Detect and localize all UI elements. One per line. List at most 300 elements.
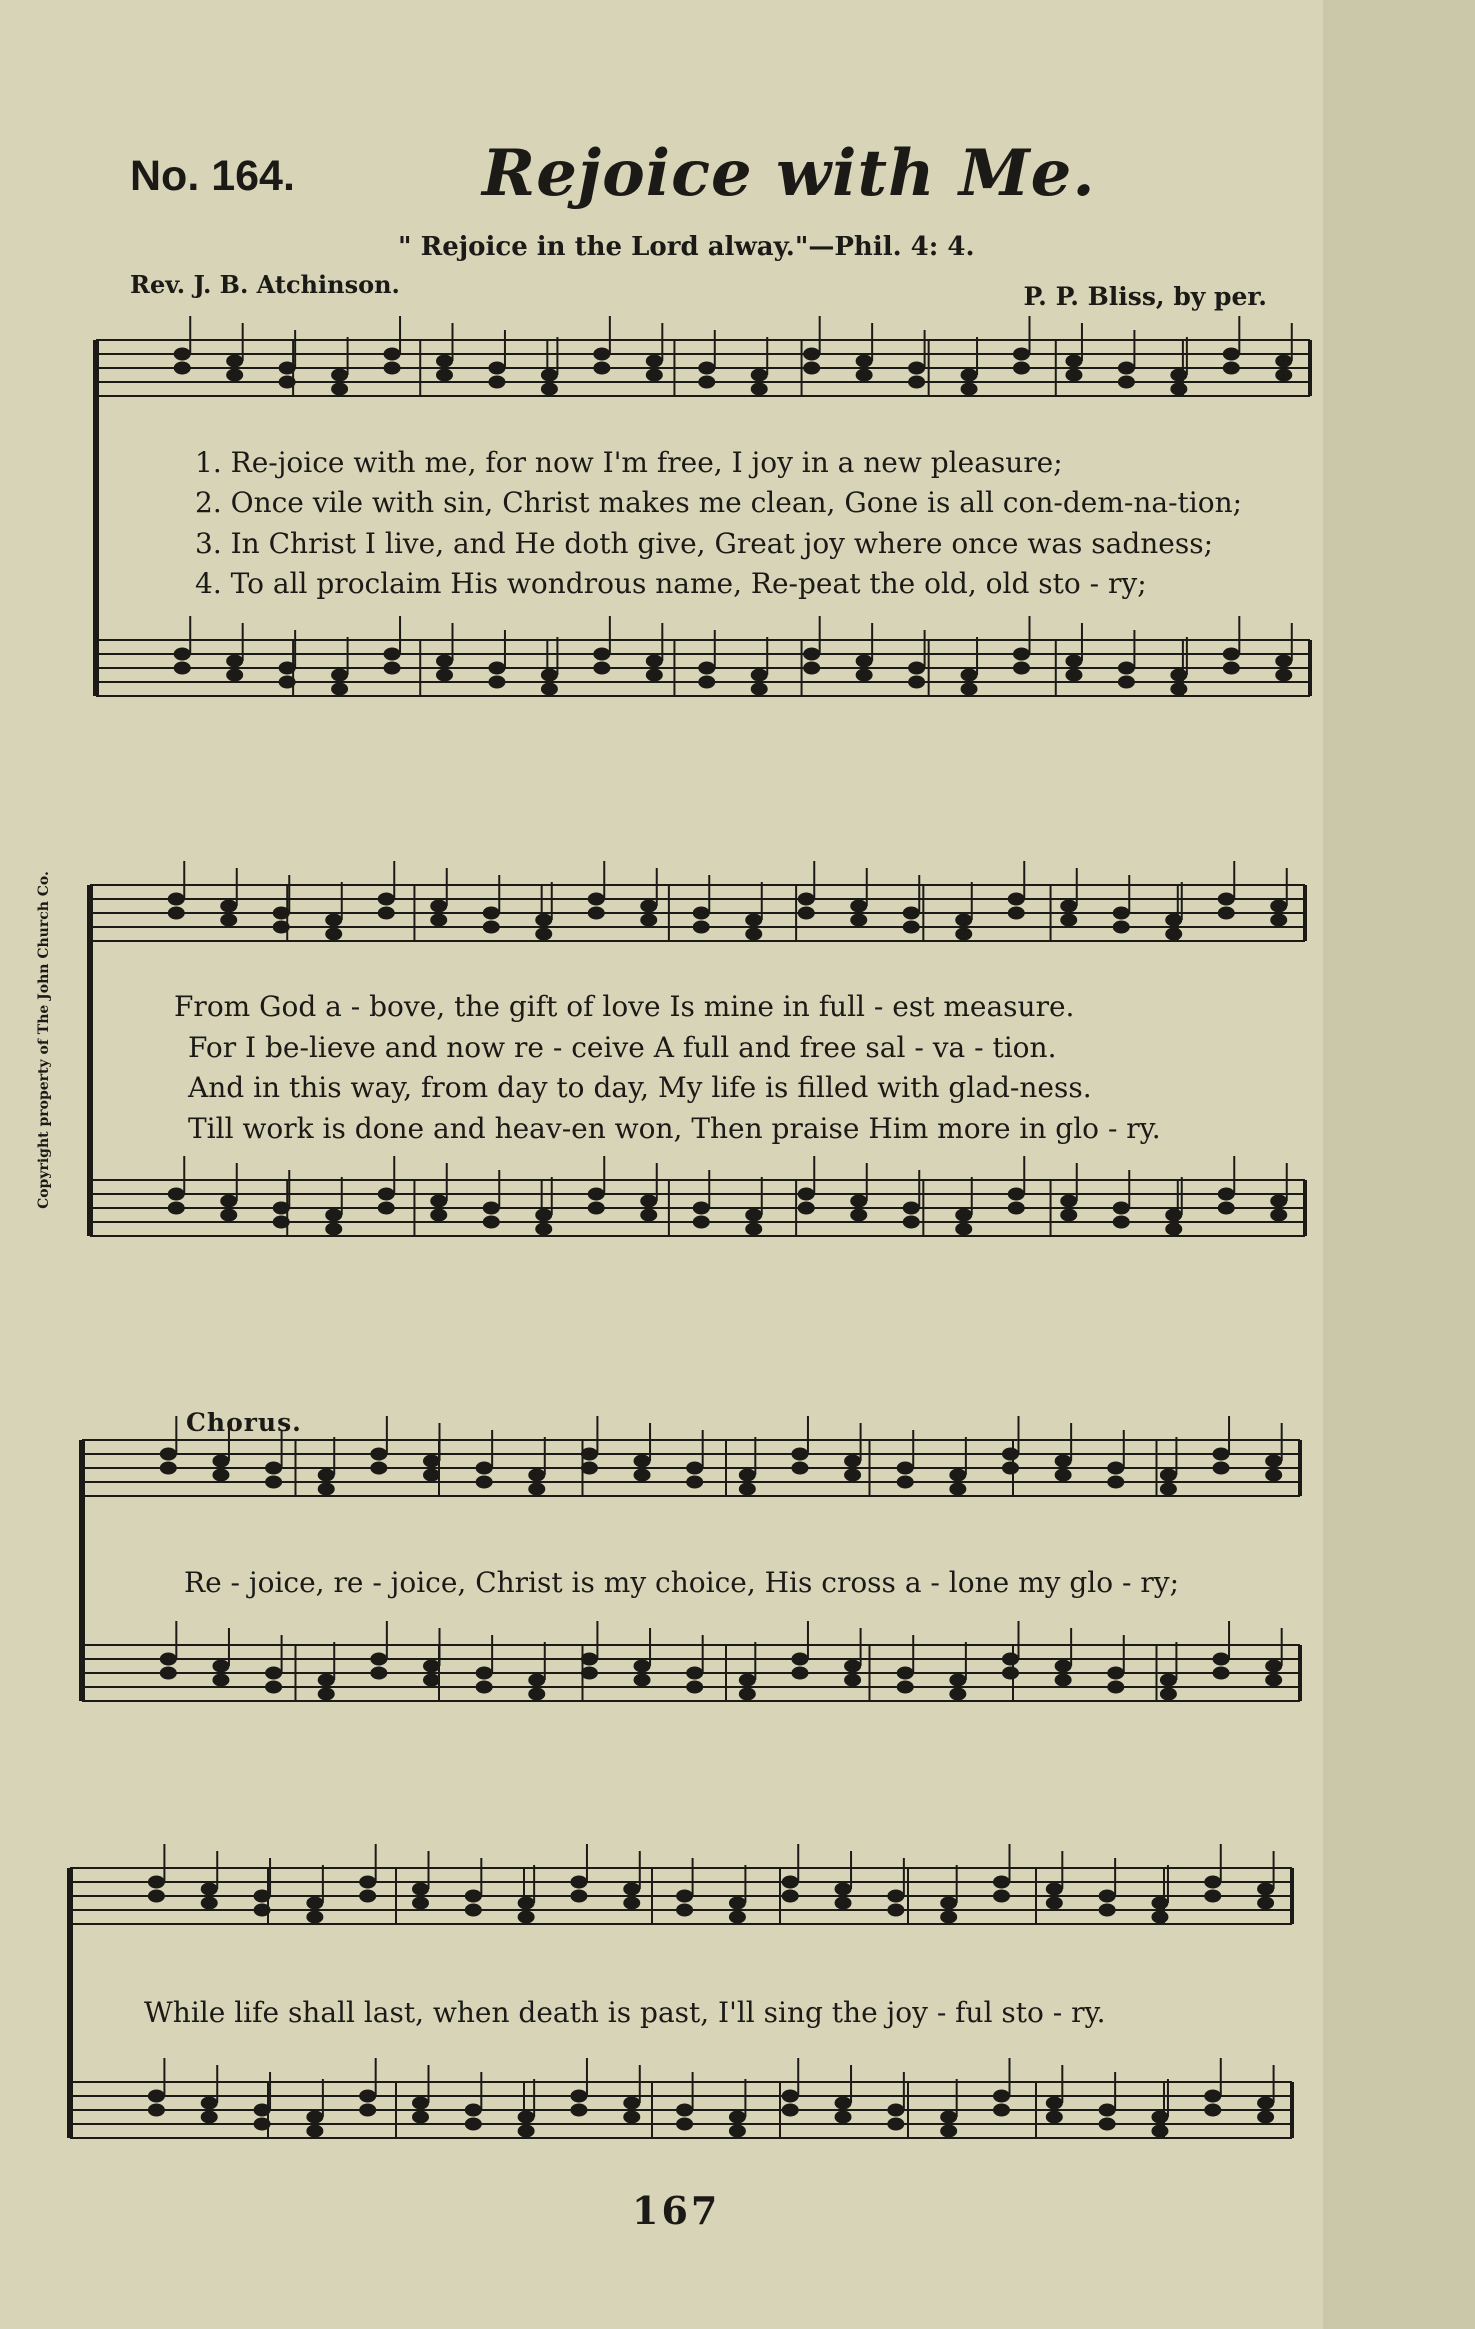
- verse-line-2: 2. Once vile with sin, Christ makes me clean, Gone is all con-dem-na-tion;: [195, 486, 1243, 519]
- treble-3-note: [266, 1462, 282, 1474]
- page-number: 167: [632, 2188, 721, 2233]
- bass-1-note: [1171, 683, 1187, 695]
- treble-2-note: [1113, 907, 1129, 919]
- bass-4-note: [941, 2111, 957, 2123]
- bass-2-note: [1061, 1209, 1077, 1221]
- bass-3-note: [739, 1674, 755, 1686]
- treble-3-note: [424, 1469, 440, 1481]
- treble-3-note: [634, 1455, 650, 1467]
- bass-1-note: [1014, 662, 1030, 674]
- treble-1-note: [384, 348, 400, 360]
- bass-4-note: [465, 2104, 481, 2116]
- treble-4-note: [413, 1883, 429, 1895]
- treble-4-note: [201, 1897, 217, 1909]
- bass-2-note: [588, 1188, 604, 1200]
- bass-3-note: [687, 1681, 703, 1693]
- treble-2-note: [588, 893, 604, 905]
- bass-3-note: [792, 1653, 808, 1665]
- treble-4-note: [518, 1897, 534, 1909]
- bass-4-note: [1205, 2104, 1221, 2116]
- treble-1-note: [437, 355, 453, 367]
- treble-3-note: [687, 1476, 703, 1488]
- treble-1-note: [856, 369, 872, 381]
- treble-4-note: [1152, 1897, 1168, 1909]
- treble-2-note: [641, 914, 657, 926]
- bass-3-note: [1266, 1660, 1282, 1672]
- treble-3-note: [897, 1462, 913, 1474]
- treble-3-note: [1003, 1448, 1019, 1460]
- bass-3-note: [897, 1667, 913, 1679]
- bass-4-note: [254, 2104, 270, 2116]
- treble-2-note: [168, 893, 184, 905]
- chorus-line-1: Re - joice, re - joice, Christ is my choice, His cross a - lone my glo - ry;: [184, 1566, 1179, 1599]
- treble-3-note: [1266, 1469, 1282, 1481]
- treble-1-note: [437, 369, 453, 381]
- bass-4-note: [1046, 2097, 1062, 2109]
- bass-4-note: [1099, 2104, 1115, 2116]
- bass-2-note: [956, 1209, 972, 1221]
- treble-4-note: [835, 1897, 851, 1909]
- treble-3-note: [581, 1462, 597, 1474]
- treble-4-note: [307, 1911, 323, 1923]
- bass-4-note: [465, 2118, 481, 2130]
- bass-4-note: [677, 2104, 693, 2116]
- treble-3-note: [634, 1469, 650, 1481]
- treble-3-note: [160, 1448, 176, 1460]
- treble-4-note: [994, 1890, 1010, 1902]
- treble-1-note: [804, 348, 820, 360]
- bass-4-note: [571, 2090, 587, 2102]
- bass-2-note: [746, 1209, 762, 1221]
- bass-2-note: [483, 1202, 499, 1214]
- treble-1-note: [1276, 355, 1292, 367]
- bass-3-note: [1055, 1660, 1071, 1672]
- bass-2-note: [273, 1216, 289, 1228]
- bass-3-note: [371, 1667, 387, 1679]
- treble-3-note: [1266, 1455, 1282, 1467]
- bass-3-note: [845, 1660, 861, 1672]
- bass-4-note: [835, 2111, 851, 2123]
- treble-1-note: [646, 369, 662, 381]
- bass-3-note: [1003, 1653, 1019, 1665]
- treble-1-note: [1171, 369, 1187, 381]
- bass-3-note: [687, 1667, 703, 1679]
- bass-2-note: [1008, 1188, 1024, 1200]
- bass-4-note: [1152, 2125, 1168, 2137]
- bass-4-note: [148, 2104, 164, 2116]
- treble-4-note: [624, 1897, 640, 1909]
- bass-2-note: [851, 1209, 867, 1221]
- treble-3-note: [371, 1462, 387, 1474]
- treble-4-note: [360, 1876, 376, 1888]
- treble-2-note: [693, 907, 709, 919]
- treble-4-note: [1152, 1911, 1168, 1923]
- bass-1-note: [961, 669, 977, 681]
- bass-2-note: [1166, 1209, 1182, 1221]
- bass-3-note: [581, 1667, 597, 1679]
- treble-3-note: [318, 1483, 334, 1495]
- bass-4-note: [1046, 2111, 1062, 2123]
- bass-1-note: [961, 683, 977, 695]
- treble-3-note: [1213, 1448, 1229, 1460]
- bass-4-note: [413, 2111, 429, 2123]
- bass-1-note: [437, 669, 453, 681]
- treble-2-note: [851, 900, 867, 912]
- bass-3-note: [897, 1681, 913, 1693]
- treble-1-note: [909, 376, 925, 388]
- verse-cont-line-4: Till work is done and heav-en won, Then praise Him more in glo - ry.: [188, 1112, 1161, 1145]
- bass-1-note: [699, 676, 715, 688]
- treble-4-note: [782, 1876, 798, 1888]
- bass-3-note: [160, 1653, 176, 1665]
- bass-4-note: [1205, 2090, 1221, 2102]
- bass-4-note: [677, 2118, 693, 2130]
- treble-4-note: [729, 1897, 745, 1909]
- treble-2-note: [326, 914, 342, 926]
- treble-1-note: [489, 362, 505, 374]
- treble-2-note: [221, 914, 237, 926]
- treble-3-note: [845, 1469, 861, 1481]
- bass-4-note: [571, 2104, 587, 2116]
- treble-3-note: [739, 1483, 755, 1495]
- bass-4-note: [1099, 2118, 1115, 2130]
- bass-2-note: [956, 1223, 972, 1235]
- treble-3-note: [1160, 1469, 1176, 1481]
- treble-1-note: [961, 383, 977, 395]
- treble-2-note: [588, 907, 604, 919]
- bass-4-note: [624, 2111, 640, 2123]
- bass-3-note: [845, 1674, 861, 1686]
- treble-3-note: [581, 1448, 597, 1460]
- bass-2-note: [746, 1223, 762, 1235]
- bass-2-note: [168, 1202, 184, 1214]
- bass-1-note: [384, 648, 400, 660]
- bass-3-note: [1160, 1674, 1176, 1686]
- treble-3-note: [476, 1476, 492, 1488]
- treble-2-note: [273, 921, 289, 933]
- treble-2-note: [1218, 907, 1234, 919]
- hymn-title: Rejoice with Me.: [482, 136, 1096, 211]
- bass-1-note: [174, 648, 190, 660]
- treble-2-note: [168, 907, 184, 919]
- bass-1-note: [1118, 662, 1134, 674]
- bass-4-note: [1258, 2097, 1274, 2109]
- bass-4-note: [835, 2097, 851, 2109]
- treble-1-note: [594, 362, 610, 374]
- bass-1-note: [856, 669, 872, 681]
- treble-4-note: [677, 1904, 693, 1916]
- treble-1-note: [646, 355, 662, 367]
- treble-3-note: [318, 1469, 334, 1481]
- bass-1-note: [174, 662, 190, 674]
- treble-4-note: [1205, 1876, 1221, 1888]
- bass-1-note: [1118, 676, 1134, 688]
- bass-2-note: [221, 1209, 237, 1221]
- bass-1-note: [1066, 669, 1082, 681]
- treble-1-note: [541, 369, 557, 381]
- treble-2-note: [378, 907, 394, 919]
- bass-3-note: [424, 1660, 440, 1672]
- bass-3-note: [1003, 1667, 1019, 1679]
- bass-1-note: [909, 662, 925, 674]
- treble-4-note: [888, 1904, 904, 1916]
- treble-4-note: [465, 1890, 481, 1902]
- bass-2-note: [1061, 1195, 1077, 1207]
- treble-2-note: [1271, 914, 1287, 926]
- treble-2-note: [1061, 914, 1077, 926]
- treble-2-note: [956, 914, 972, 926]
- bass-3-note: [371, 1653, 387, 1665]
- chorus-line-2: While life shall last, when death is past, I'll sing the joy - ful sto - ry.: [144, 1996, 1106, 2029]
- treble-4-note: [1099, 1904, 1115, 1916]
- treble-1-note: [1223, 362, 1239, 374]
- treble-3-note: [1160, 1483, 1176, 1495]
- treble-3-note: [213, 1469, 229, 1481]
- treble-2-note: [1271, 900, 1287, 912]
- bass-1-note: [1066, 655, 1082, 667]
- bass-4-note: [1258, 2111, 1274, 2123]
- treble-4-note: [254, 1904, 270, 1916]
- treble-3-note: [950, 1483, 966, 1495]
- treble-1-note: [1066, 369, 1082, 381]
- treble-2-note: [1166, 928, 1182, 940]
- treble-1-note: [384, 362, 400, 374]
- bass-3-note: [950, 1688, 966, 1700]
- treble-3-note: [1055, 1455, 1071, 1467]
- bass-1-note: [541, 683, 557, 695]
- bass-3-note: [424, 1674, 440, 1686]
- treble-1-note: [594, 348, 610, 360]
- bass-2-note: [221, 1195, 237, 1207]
- treble-3-note: [1003, 1462, 1019, 1474]
- treble-3-note: [897, 1476, 913, 1488]
- bass-2-note: [641, 1195, 657, 1207]
- hymn-number: No. 164.: [130, 152, 295, 200]
- bass-1-note: [279, 676, 295, 688]
- bass-1-note: [384, 662, 400, 674]
- verse-cont-line-3: And in this way, from day to day, My life is filled with glad-ness.: [188, 1071, 1092, 1104]
- bass-1-note: [227, 669, 243, 681]
- treble-4-note: [571, 1890, 587, 1902]
- bass-1-note: [594, 662, 610, 674]
- treble-4-note: [201, 1883, 217, 1895]
- treble-1-note: [751, 369, 767, 381]
- bass-1-note: [332, 683, 348, 695]
- bass-3-note: [1213, 1653, 1229, 1665]
- bass-1-note: [1223, 662, 1239, 674]
- treble-2-note: [851, 914, 867, 926]
- bass-2-note: [1218, 1188, 1234, 1200]
- treble-2-note: [273, 907, 289, 919]
- treble-3-note: [950, 1469, 966, 1481]
- verse-line-4: 4. To all proclaim His wondrous name, Re-peat the old, old sto - ry;: [195, 567, 1147, 600]
- treble-3-note: [792, 1448, 808, 1460]
- treble-1-note: [332, 383, 348, 395]
- bass-2-note: [588, 1202, 604, 1214]
- treble-4-note: [254, 1890, 270, 1902]
- bass-2-note: [536, 1223, 552, 1235]
- bass-4-note: [201, 2111, 217, 2123]
- treble-3-note: [1108, 1462, 1124, 1474]
- bass-2-note: [431, 1209, 447, 1221]
- bass-3-note: [160, 1667, 176, 1679]
- treble-4-note: [782, 1890, 798, 1902]
- treble-1-note: [227, 355, 243, 367]
- bass-1-note: [751, 669, 767, 681]
- treble-4-note: [994, 1876, 1010, 1888]
- bass-2-note: [1113, 1216, 1129, 1228]
- bass-1-note: [489, 662, 505, 674]
- bass-4-note: [254, 2118, 270, 2130]
- copyright-notice: Copyright property of The John Church Co.: [36, 871, 52, 1209]
- treble-3-note: [529, 1469, 545, 1481]
- treble-4-note: [148, 1890, 164, 1902]
- bass-4-note: [888, 2118, 904, 2130]
- bass-4-note: [1152, 2111, 1168, 2123]
- treble-4-note: [307, 1897, 323, 1909]
- treble-3-note: [160, 1462, 176, 1474]
- treble-4-note: [1258, 1897, 1274, 1909]
- bass-4-note: [941, 2125, 957, 2137]
- treble-4-note: [1046, 1897, 1062, 1909]
- treble-1-note: [699, 362, 715, 374]
- author-credit: Rev. J. B. Atchinson.: [130, 270, 400, 299]
- treble-4-note: [729, 1911, 745, 1923]
- bass-4-note: [729, 2125, 745, 2137]
- bass-1-note: [541, 669, 557, 681]
- bass-2-note: [483, 1216, 499, 1228]
- verse-cont-line-1: From God a - bove, the gift of love Is mine in full - est measure.: [174, 990, 1075, 1023]
- treble-1-note: [1118, 376, 1134, 388]
- treble-2-note: [903, 907, 919, 919]
- treble-2-note: [431, 914, 447, 926]
- bass-2-note: [851, 1195, 867, 1207]
- bass-3-note: [529, 1688, 545, 1700]
- bass-1-note: [1223, 648, 1239, 660]
- treble-1-note: [1014, 362, 1030, 374]
- bass-1-note: [279, 662, 295, 674]
- bass-4-note: [307, 2111, 323, 2123]
- treble-3-note: [424, 1455, 440, 1467]
- treble-2-note: [1166, 914, 1182, 926]
- bass-3-note: [213, 1660, 229, 1672]
- treble-4-note: [571, 1876, 587, 1888]
- verse-cont-line-2: For I be-lieve and now re - ceive A full and free sal - va - tion.: [188, 1031, 1057, 1064]
- bass-4-note: [518, 2111, 534, 2123]
- bass-3-note: [792, 1667, 808, 1679]
- bass-3-note: [318, 1674, 334, 1686]
- treble-2-note: [798, 893, 814, 905]
- treble-3-note: [739, 1469, 755, 1481]
- treble-2-note: [483, 907, 499, 919]
- bass-4-note: [307, 2125, 323, 2137]
- treble-4-note: [941, 1897, 957, 1909]
- treble-1-note: [909, 362, 925, 374]
- bass-2-note: [536, 1209, 552, 1221]
- treble-3-note: [1213, 1462, 1229, 1474]
- treble-2-note: [221, 900, 237, 912]
- treble-4-note: [148, 1876, 164, 1888]
- bass-1-note: [751, 683, 767, 695]
- treble-3-note: [1108, 1476, 1124, 1488]
- treble-1-note: [1014, 348, 1030, 360]
- bass-3-note: [950, 1674, 966, 1686]
- bass-3-note: [1160, 1688, 1176, 1700]
- treble-3-note: [792, 1462, 808, 1474]
- treble-1-note: [961, 369, 977, 381]
- treble-2-note: [746, 914, 762, 926]
- bass-1-note: [646, 669, 662, 681]
- treble-1-note: [751, 383, 767, 395]
- bass-1-note: [1276, 655, 1292, 667]
- treble-1-note: [489, 376, 505, 388]
- bass-1-note: [489, 676, 505, 688]
- treble-3-note: [213, 1455, 229, 1467]
- treble-3-note: [476, 1462, 492, 1474]
- bass-4-note: [888, 2104, 904, 2116]
- bass-2-note: [641, 1209, 657, 1221]
- bass-2-note: [431, 1195, 447, 1207]
- treble-2-note: [536, 928, 552, 940]
- treble-4-note: [1205, 1890, 1221, 1902]
- bass-2-note: [798, 1188, 814, 1200]
- bass-4-note: [518, 2125, 534, 2137]
- treble-4-note: [941, 1911, 957, 1923]
- treble-3-note: [1055, 1469, 1071, 1481]
- bass-4-note: [624, 2097, 640, 2109]
- treble-4-note: [624, 1883, 640, 1895]
- verse-line-1: 1. Re-joice with me, for now I'm free, I joy in a new pleasure;: [195, 446, 1063, 479]
- bass-2-note: [326, 1223, 342, 1235]
- bass-4-note: [148, 2090, 164, 2102]
- treble-2-note: [903, 921, 919, 933]
- treble-3-note: [371, 1448, 387, 1460]
- bass-1-note: [1171, 669, 1187, 681]
- treble-1-note: [227, 369, 243, 381]
- bass-3-note: [318, 1688, 334, 1700]
- treble-1-note: [804, 362, 820, 374]
- treble-3-note: [845, 1455, 861, 1467]
- bass-3-note: [739, 1688, 755, 1700]
- treble-4-note: [888, 1890, 904, 1902]
- bass-1-note: [594, 648, 610, 660]
- treble-3-note: [266, 1476, 282, 1488]
- treble-2-note: [956, 928, 972, 940]
- treble-1-note: [699, 376, 715, 388]
- bass-1-note: [437, 655, 453, 667]
- bass-2-note: [1008, 1202, 1024, 1214]
- bass-3-note: [1108, 1667, 1124, 1679]
- treble-1-note: [1223, 348, 1239, 360]
- bass-3-note: [529, 1674, 545, 1686]
- bass-3-note: [1266, 1674, 1282, 1686]
- bass-4-note: [782, 2090, 798, 2102]
- treble-1-note: [1171, 383, 1187, 395]
- treble-2-note: [1113, 921, 1129, 933]
- bass-1-note: [909, 676, 925, 688]
- bass-4-note: [994, 2090, 1010, 2102]
- bass-2-note: [693, 1216, 709, 1228]
- treble-4-note: [465, 1904, 481, 1916]
- treble-4-note: [1258, 1883, 1274, 1895]
- treble-2-note: [1008, 907, 1024, 919]
- bass-2-note: [168, 1188, 184, 1200]
- treble-2-note: [326, 928, 342, 940]
- treble-4-note: [413, 1897, 429, 1909]
- treble-1-note: [279, 362, 295, 374]
- treble-4-note: [835, 1883, 851, 1895]
- bass-4-note: [413, 2097, 429, 2109]
